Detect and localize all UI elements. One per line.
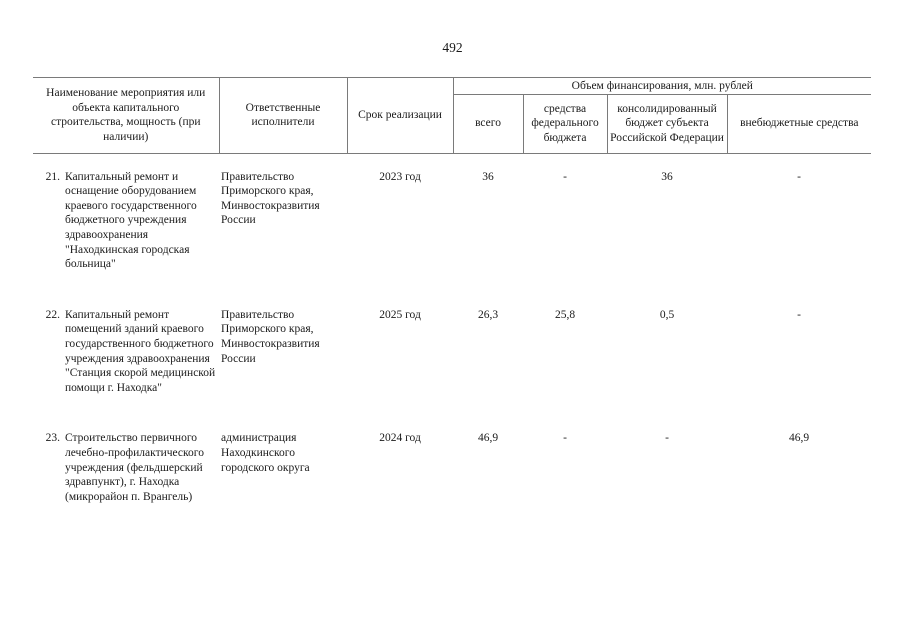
row-total: 26,3 — [477, 308, 499, 321]
header-period: Срок реализации — [347, 78, 453, 154]
row-number: 23. — [45, 432, 60, 445]
row-name: Строительство первичного лечебно-профилактического учреждения (фельдшерский здравпункт), г. Находка (микрорайон п. Врангель) — [65, 432, 204, 503]
row-regional: - — [665, 432, 669, 445]
page-number: 492 — [442, 40, 463, 55]
row-federal: - — [563, 432, 567, 445]
row-extrabudget: 46,9 — [788, 432, 810, 445]
table-header-row — [33, 78, 871, 95]
header-regional: консолидированный бюджет субъекта Российской Федерации — [607, 94, 727, 153]
row-extrabudget: - — [797, 170, 801, 183]
table-row — [33, 292, 871, 416]
row-federal: - — [563, 170, 567, 183]
row-responsible: Правительство Приморского края, Минвостокразвития России — [221, 308, 320, 365]
row-regional: 0,5 — [659, 308, 675, 321]
table-row — [33, 415, 871, 524]
row-period: 2025 год — [379, 308, 421, 321]
row-total: 46,9 — [477, 432, 499, 445]
row-number: 22. — [45, 308, 60, 321]
row-federal: 25,8 — [554, 308, 576, 321]
header-extrabudget: внебюджетные средства — [727, 94, 871, 153]
header-federal: средства федерального бюджета — [523, 94, 607, 153]
row-period: 2023 год — [379, 170, 421, 183]
table-row — [33, 153, 871, 292]
row-total: 36 — [482, 170, 494, 183]
row-regional: 36 — [661, 170, 673, 183]
row-name: Капитальный ремонт помещений зданий краевого государственного бюджетного учреждения здравоохранения "Станция скорой медицинской помощи г. Находка" — [65, 308, 216, 394]
row-extrabudget: - — [797, 308, 801, 321]
header-responsible: Ответственные исполнители — [219, 78, 347, 154]
row-responsible: администрация Находкинского городского округа — [221, 432, 310, 474]
row-number: 21. — [45, 170, 60, 183]
row-period: 2024 год — [379, 432, 421, 445]
header-funding: Объем финансирования, млн. рублей — [453, 78, 871, 95]
financing-table — [33, 77, 871, 524]
row-name: Капитальный ремонт и оснащение оборудованием краевого государственного бюджетного учреждения здравоохранения "Находкинская городская больница" — [65, 170, 197, 271]
header-name: Наименование мероприятия или объекта капитального строительства, мощность (при наличии) — [33, 78, 219, 154]
header-total: всего — [453, 94, 523, 153]
row-responsible: Правительство Приморского края, Минвостокразвития России — [221, 170, 320, 227]
